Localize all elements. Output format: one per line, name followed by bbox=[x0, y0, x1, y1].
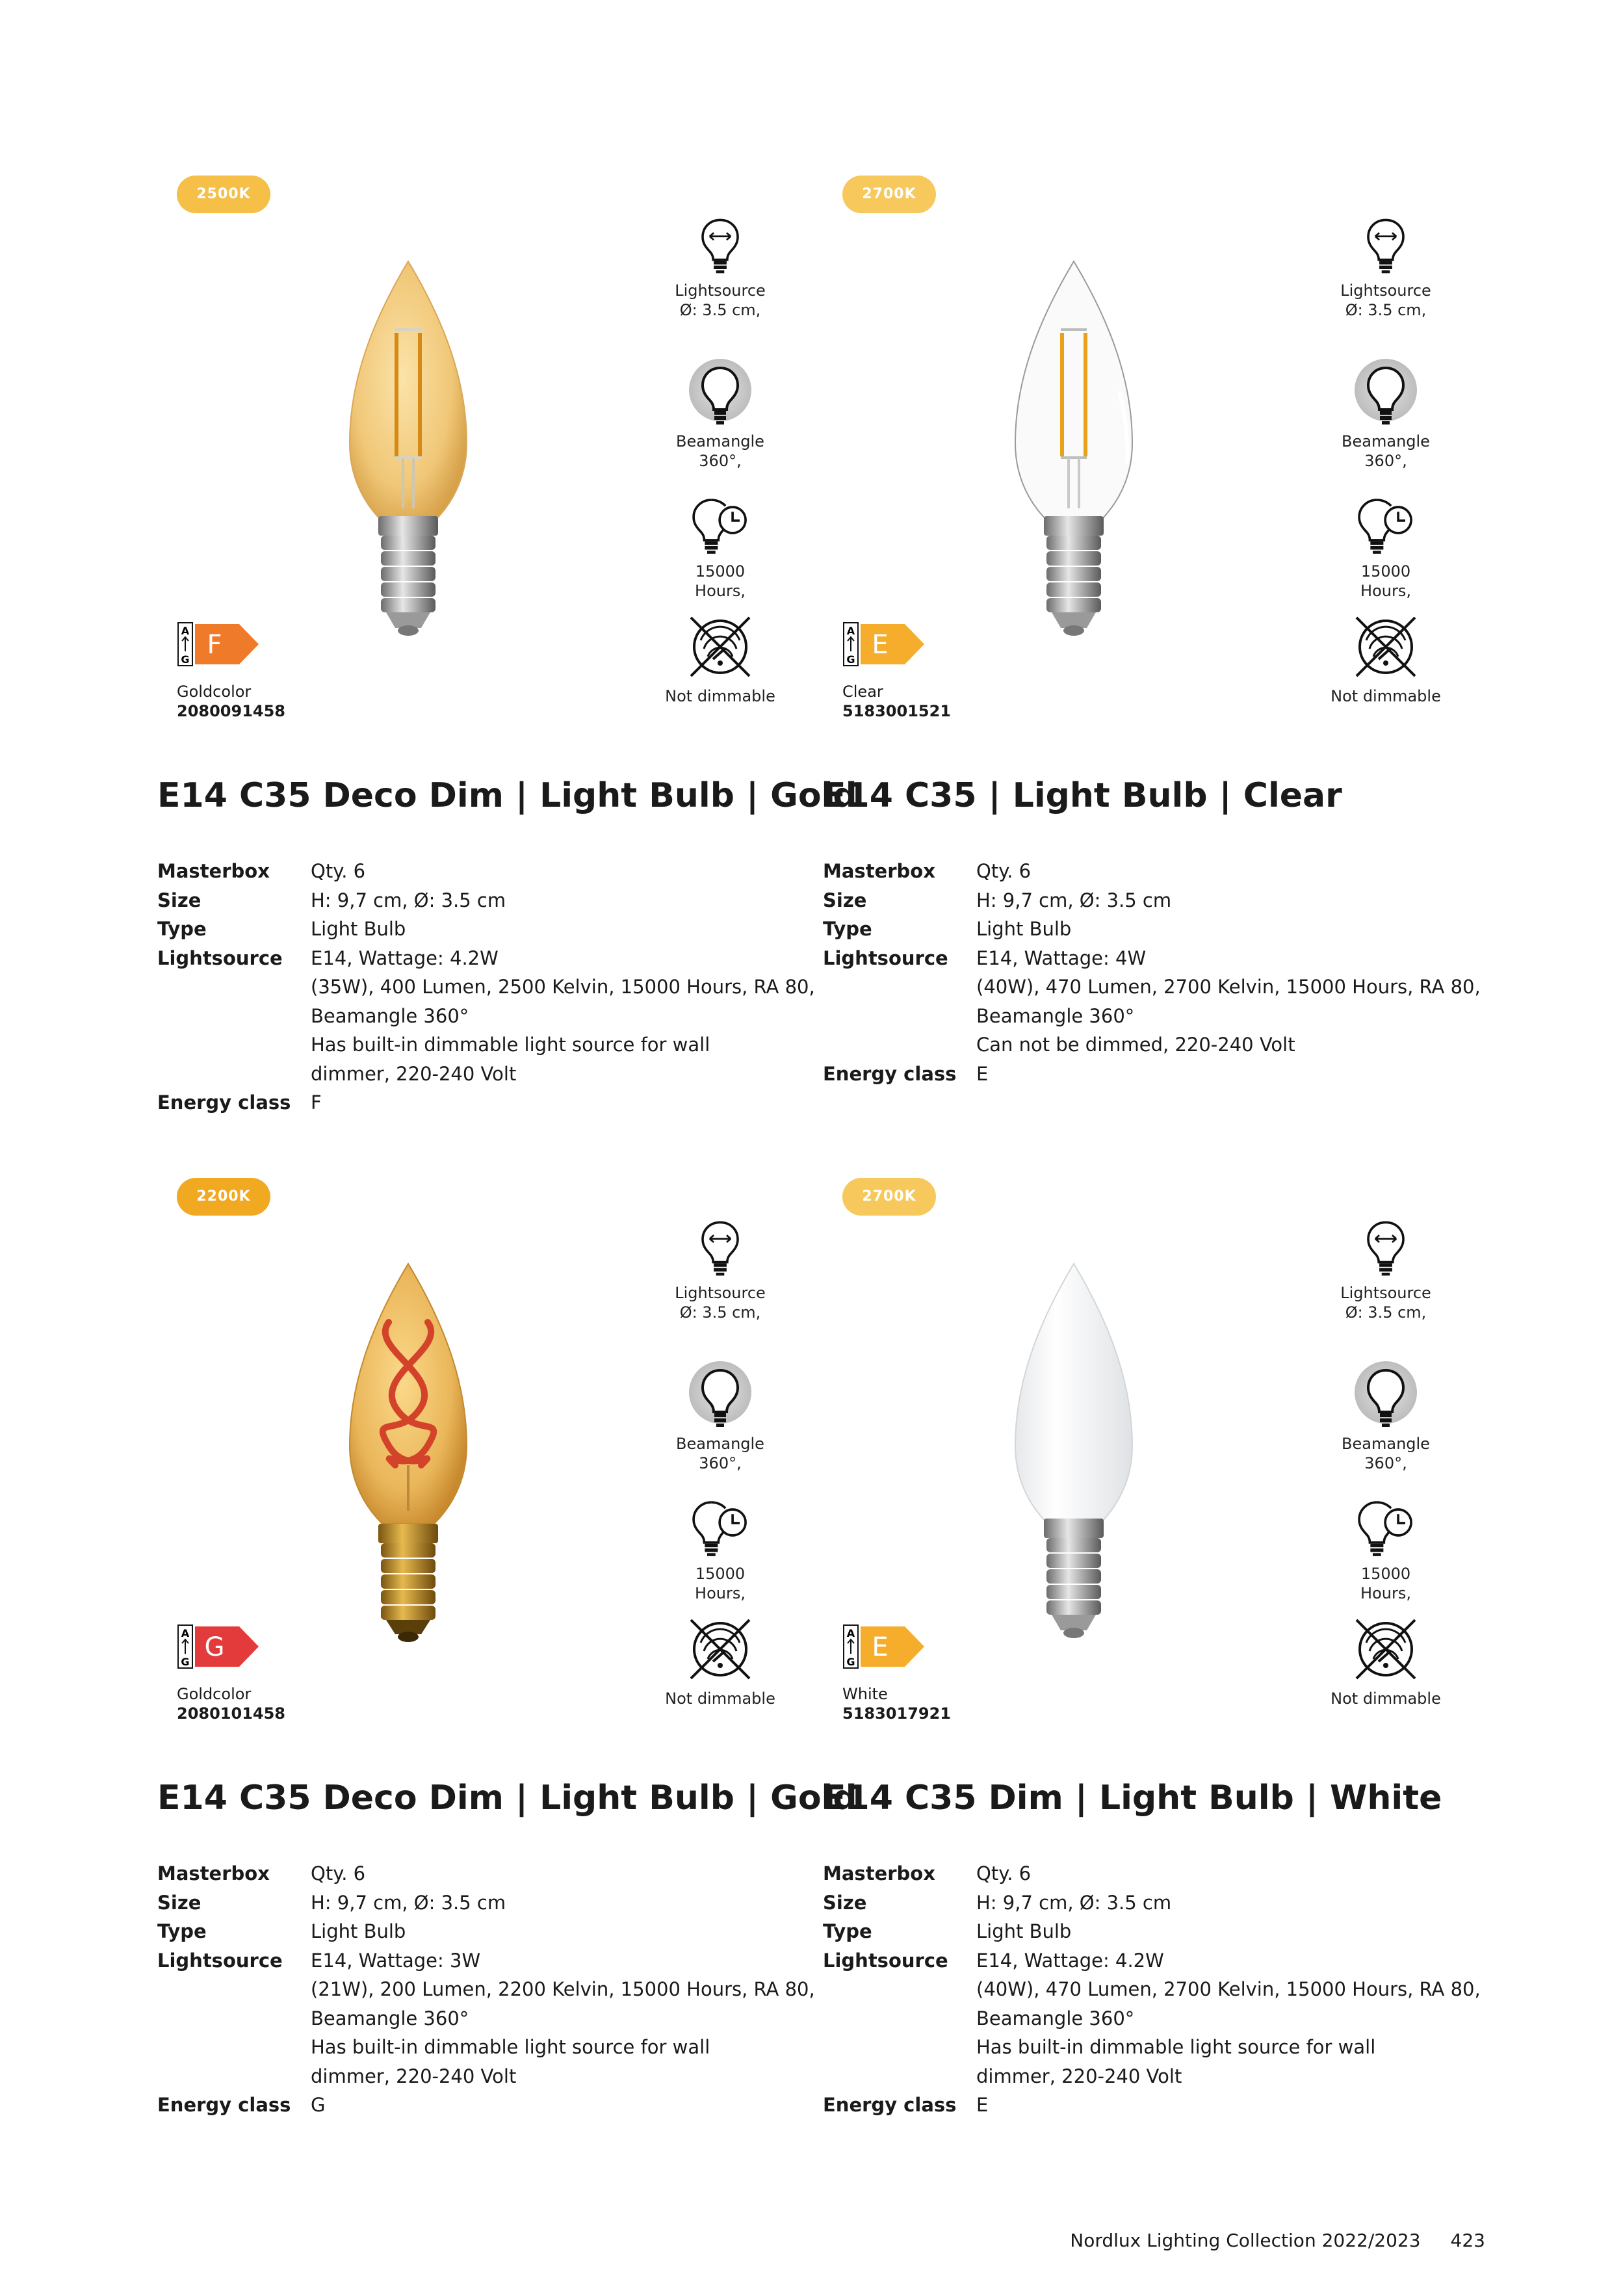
kelvin-badge: 2700K bbox=[842, 1178, 936, 1216]
not-dimmable-icon bbox=[684, 1613, 756, 1685]
spec-value: Light Bulb bbox=[311, 1920, 406, 1942]
color-name: Goldcolor bbox=[177, 683, 252, 701]
spec-row-lightsource bbox=[823, 1946, 1481, 2091]
spec-row-energy-class bbox=[157, 2091, 807, 2120]
not-dimmable-icon bbox=[684, 611, 756, 683]
lightsource-icon bbox=[1362, 1216, 1409, 1281]
lifetime-clock-icon bbox=[688, 494, 753, 559]
energy-scale-bottom: G bbox=[181, 653, 190, 666]
energy-scale-bottom: G bbox=[181, 1656, 190, 1668]
beamangle-feature bbox=[1314, 1360, 1457, 1473]
energy-scale-top: A bbox=[181, 625, 190, 637]
spec-value: dimmer, 220-240 Volt bbox=[976, 2065, 1182, 2087]
energy-class-letter: E bbox=[872, 630, 889, 660]
product-card bbox=[820, 1178, 1481, 2153]
beamangle-feature bbox=[649, 1360, 792, 1473]
lightsource-icon bbox=[697, 213, 744, 278]
spec-row-lightsource bbox=[157, 944, 815, 1089]
spec-key: Energy class bbox=[157, 1091, 291, 1114]
spec-value: Light Bulb bbox=[976, 918, 1072, 940]
spec-row-type bbox=[157, 1917, 807, 1946]
spec-value: E14, Wattage: 4.2W bbox=[311, 946, 499, 969]
beamangle-icon bbox=[1353, 1360, 1418, 1431]
product-title: E14 C35 Deco Dim | Light Bulb | Gold bbox=[157, 1779, 857, 1818]
energy-label-icon bbox=[177, 1624, 261, 1669]
hours-feature bbox=[649, 494, 792, 601]
spec-value: G bbox=[311, 2094, 326, 2116]
color-name: Goldcolor bbox=[177, 1685, 252, 1703]
hours-label: Hours, bbox=[1360, 1584, 1411, 1602]
spec-row-lightsource bbox=[823, 944, 1481, 1060]
bulb-photo-gold bbox=[324, 248, 493, 651]
lightsource-value: Ø: 3.5 cm, bbox=[679, 1303, 761, 1322]
dimmable-feature bbox=[649, 1613, 792, 1708]
spec-table bbox=[823, 857, 1481, 1088]
item-code: 2080091458 bbox=[177, 702, 285, 720]
lightsource-feature bbox=[1314, 1216, 1457, 1322]
hours-feature bbox=[1314, 1496, 1457, 1603]
spec-key: Masterbox bbox=[823, 1862, 935, 1885]
spec-key: Masterbox bbox=[157, 860, 270, 882]
spec-key: Lightsource bbox=[157, 946, 283, 969]
spec-row-energy-class bbox=[823, 2091, 1473, 2120]
spec-value: (40W), 470 Lumen, 2700 Kelvin, 15000 Hours, RA 80, bbox=[976, 1978, 1481, 2000]
bulb-photo-clear bbox=[989, 248, 1158, 651]
lifetime-clock-icon bbox=[1353, 1496, 1418, 1561]
product-title: E14 C35 Deco Dim | Light Bulb | Gold bbox=[157, 776, 857, 815]
spec-key: Size bbox=[823, 1891, 867, 1914]
energy-class-letter: F bbox=[207, 630, 222, 660]
hours-value: 15000 bbox=[1360, 562, 1411, 581]
item-code: 2080101458 bbox=[177, 1704, 285, 1723]
spec-row-type bbox=[157, 915, 807, 944]
energy-scale-top: A bbox=[846, 625, 855, 637]
lifetime-clock-icon bbox=[688, 1496, 753, 1561]
spec-table bbox=[157, 1859, 815, 2120]
spec-row-size bbox=[157, 1888, 807, 1918]
beamangle-value: 360°, bbox=[1364, 452, 1407, 470]
spec-value: F bbox=[311, 1091, 322, 1114]
spec-value: E14, Wattage: 4.2W bbox=[976, 1949, 1164, 1972]
spec-value: (40W), 470 Lumen, 2700 Kelvin, 15000 Hours, RA 80, bbox=[976, 976, 1481, 998]
spec-value: Qty. 6 bbox=[311, 860, 366, 882]
spec-row-type bbox=[823, 1917, 1473, 1946]
beamangle-icon bbox=[688, 358, 753, 429]
spec-value: Can not be dimmed, 220-240 Volt bbox=[976, 1034, 1295, 1056]
kelvin-badge: 2500K bbox=[177, 176, 270, 213]
spec-value: Has built-in dimmable light source for wall bbox=[976, 2036, 1376, 2058]
product-card bbox=[155, 176, 857, 1151]
spec-value: Has built-in dimmable light source for wall bbox=[311, 2036, 710, 2058]
spec-key: Masterbox bbox=[157, 1862, 270, 1885]
spec-key: Size bbox=[823, 889, 867, 911]
bulb-photo-spiral bbox=[324, 1251, 493, 1654]
beamangle-label: Beamangle bbox=[676, 1435, 764, 1453]
dimmable-feature bbox=[1314, 611, 1457, 706]
spec-value: H: 9,7 cm, Ø: 3.5 cm bbox=[311, 889, 506, 911]
spec-row-size bbox=[157, 886, 807, 915]
spec-value: Qty. 6 bbox=[976, 1862, 1032, 1885]
spec-key: Type bbox=[823, 1920, 872, 1942]
spec-key: Lightsource bbox=[823, 1949, 948, 1972]
energy-label-icon bbox=[842, 621, 927, 667]
spec-key: Type bbox=[157, 1920, 207, 1942]
spec-row-masterbox bbox=[157, 857, 807, 886]
spec-row-size bbox=[823, 886, 1473, 915]
lightsource-feature bbox=[1314, 213, 1457, 320]
spec-row-energy-class bbox=[157, 1088, 807, 1117]
collection-name: Nordlux Lighting Collection 2022/2023 bbox=[1070, 2230, 1421, 2251]
spec-row-masterbox bbox=[157, 1859, 807, 1888]
not-dimmable-icon bbox=[1350, 611, 1422, 683]
bulb-photo-white bbox=[989, 1251, 1158, 1654]
beamangle-feature bbox=[649, 358, 792, 471]
spec-row-type bbox=[823, 915, 1473, 944]
spec-value: E14, Wattage: 3W bbox=[311, 1949, 481, 1972]
item-code: 5183001521 bbox=[842, 702, 951, 720]
spec-value: H: 9,7 cm, Ø: 3.5 cm bbox=[976, 889, 1172, 911]
beamangle-value: 360°, bbox=[1364, 1454, 1407, 1472]
hours-label: Hours, bbox=[1360, 582, 1411, 600]
spec-value: dimmer, 220-240 Volt bbox=[311, 2065, 517, 2087]
spec-row-energy-class bbox=[823, 1060, 1473, 1089]
product-title: E14 C35 Dim | Light Bulb | White bbox=[823, 1779, 1442, 1818]
dimmable-feature bbox=[1314, 1613, 1457, 1708]
color-name: White bbox=[842, 1685, 888, 1703]
spec-value: E bbox=[976, 1062, 989, 1085]
spec-key: Lightsource bbox=[823, 946, 948, 969]
energy-label-icon bbox=[842, 1624, 927, 1669]
spec-key: Size bbox=[157, 889, 201, 911]
spec-value: Beamangle 360° bbox=[311, 2007, 469, 2029]
product-card bbox=[155, 1178, 857, 2153]
hours-value: 15000 bbox=[695, 562, 746, 581]
hours-label: Hours, bbox=[695, 582, 746, 600]
dimmable-label: Not dimmable bbox=[1331, 687, 1441, 705]
spec-value: E bbox=[976, 2094, 989, 2116]
beamangle-icon bbox=[688, 1360, 753, 1431]
lightsource-label: Lightsource bbox=[675, 281, 766, 300]
dimmable-label: Not dimmable bbox=[665, 687, 775, 705]
hours-feature bbox=[1314, 494, 1457, 601]
spec-key: Energy class bbox=[157, 2094, 291, 2116]
spec-value: Has built-in dimmable light source for wall bbox=[311, 1034, 710, 1056]
beamangle-label: Beamangle bbox=[676, 432, 764, 450]
spec-key: Energy class bbox=[823, 2094, 957, 2116]
spec-key: Lightsource bbox=[157, 1949, 283, 1972]
spec-value: E14, Wattage: 4W bbox=[976, 946, 1147, 969]
lightsource-label: Lightsource bbox=[675, 1284, 766, 1302]
spec-value: Beamangle 360° bbox=[311, 1004, 469, 1027]
energy-label-icon bbox=[177, 621, 261, 667]
energy-class-letter: G bbox=[204, 1632, 225, 1662]
hours-label: Hours, bbox=[695, 1584, 746, 1602]
spec-row-lightsource bbox=[157, 1946, 815, 2091]
product-card bbox=[820, 176, 1481, 1151]
spec-key: Masterbox bbox=[823, 860, 935, 882]
spec-key: Type bbox=[157, 918, 207, 940]
dimmable-label: Not dimmable bbox=[665, 1689, 775, 1708]
energy-scale-bottom: G bbox=[846, 653, 855, 666]
lifetime-clock-icon bbox=[1353, 494, 1418, 559]
spec-value: Qty. 6 bbox=[311, 1862, 366, 1885]
dimmable-label: Not dimmable bbox=[1331, 1689, 1441, 1708]
spec-value: (35W), 400 Lumen, 2500 Kelvin, 15000 Hours, RA 80, bbox=[311, 976, 815, 998]
hours-feature bbox=[649, 1496, 792, 1603]
spec-table bbox=[157, 857, 815, 1117]
spec-value: Light Bulb bbox=[311, 918, 406, 940]
spec-value: Beamangle 360° bbox=[976, 1004, 1135, 1027]
beamangle-label: Beamangle bbox=[1342, 432, 1430, 450]
color-name: Clear bbox=[842, 683, 883, 701]
spec-key: Energy class bbox=[823, 1062, 957, 1085]
spec-value: Beamangle 360° bbox=[976, 2007, 1135, 2029]
page-number: 423 bbox=[1450, 2230, 1485, 2251]
energy-class-letter: E bbox=[872, 1632, 889, 1662]
spec-value: Light Bulb bbox=[976, 1920, 1072, 1942]
lightsource-feature bbox=[649, 213, 792, 320]
hours-value: 15000 bbox=[695, 1565, 746, 1583]
page-footer bbox=[1070, 2230, 1485, 2251]
lightsource-icon bbox=[697, 1216, 744, 1281]
beamangle-value: 360°, bbox=[699, 452, 742, 470]
spec-value: H: 9,7 cm, Ø: 3.5 cm bbox=[311, 1891, 506, 1914]
spec-value: Qty. 6 bbox=[976, 860, 1032, 882]
spec-value: H: 9,7 cm, Ø: 3.5 cm bbox=[976, 1891, 1172, 1914]
dimmable-feature bbox=[649, 611, 792, 706]
spec-value: (21W), 200 Lumen, 2200 Kelvin, 15000 Hours, RA 80, bbox=[311, 1978, 815, 2000]
spec-value: dimmer, 220-240 Volt bbox=[311, 1062, 517, 1085]
kelvin-badge: 2200K bbox=[177, 1178, 270, 1216]
spec-row-size bbox=[823, 1888, 1473, 1918]
lightsource-label: Lightsource bbox=[1340, 281, 1431, 300]
lightsource-icon bbox=[1362, 213, 1409, 278]
product-title: E14 C35 | Light Bulb | Clear bbox=[823, 776, 1342, 815]
lightsource-feature bbox=[649, 1216, 792, 1322]
beamangle-value: 360°, bbox=[699, 1454, 742, 1472]
lightsource-value: Ø: 3.5 cm, bbox=[1345, 1303, 1427, 1322]
energy-scale-bottom: G bbox=[846, 1656, 855, 1668]
item-code: 5183017921 bbox=[842, 1704, 951, 1723]
kelvin-badge: 2700K bbox=[842, 176, 936, 213]
energy-scale-top: A bbox=[846, 1627, 855, 1639]
spec-table bbox=[823, 1859, 1481, 2120]
not-dimmable-icon bbox=[1350, 1613, 1422, 1685]
beamangle-feature bbox=[1314, 358, 1457, 471]
spec-key: Type bbox=[823, 918, 872, 940]
hours-value: 15000 bbox=[1360, 1565, 1411, 1583]
energy-scale-top: A bbox=[181, 1627, 190, 1639]
spec-row-masterbox bbox=[823, 1859, 1473, 1888]
lightsource-value: Ø: 3.5 cm, bbox=[679, 301, 761, 319]
spec-key: Size bbox=[157, 1891, 201, 1914]
beamangle-icon bbox=[1353, 358, 1418, 429]
lightsource-label: Lightsource bbox=[1340, 1284, 1431, 1302]
beamangle-label: Beamangle bbox=[1342, 1435, 1430, 1453]
spec-row-masterbox bbox=[823, 857, 1473, 886]
lightsource-value: Ø: 3.5 cm, bbox=[1345, 301, 1427, 319]
